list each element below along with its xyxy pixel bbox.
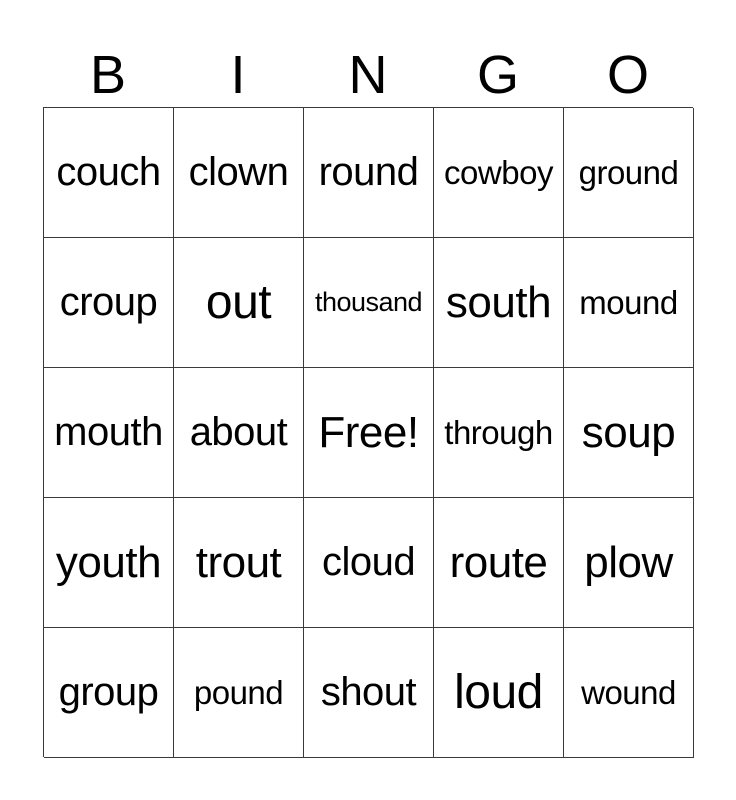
bingo-cell: out [174,238,304,368]
bingo-cell: shout [304,628,434,758]
bingo-cell: mouth [44,368,174,498]
bingo-cell: group [44,628,174,758]
header-letter-o: O [606,45,649,105]
bingo-cell: couch [44,108,174,238]
bingo-cell: mound [564,238,694,368]
bingo-cell: soup [564,368,694,498]
bingo-cell: round [304,108,434,238]
bingo-cell: cloud [304,498,434,628]
bingo-header [43,44,693,106]
bingo-cell: clown [174,108,304,238]
bingo-cell: croup [44,238,174,368]
bingo-board [43,107,693,757]
bingo-cell: south [434,238,564,368]
bingo-cell: through [434,368,564,498]
header-letter-g: G [476,45,519,105]
bingo-cell: ground [564,108,694,238]
bingo-cell: wound [564,628,694,758]
bingo-cell: plow [564,498,694,628]
bingo-cell: pound [174,628,304,758]
free-space-cell: Free! [304,368,434,498]
bingo-cell: about [174,368,304,498]
header-letter-b: B [89,45,127,105]
bingo-cell: thousand [304,238,434,368]
header-letter-n: N [348,45,388,105]
bingo-cell: cowboy [434,108,564,238]
bingo-cell: loud [434,628,564,758]
header-letter-i: I [230,45,246,105]
bingo-cell: trout [174,498,304,628]
bingo-cell: youth [44,498,174,628]
bingo-cell: route [434,498,564,628]
